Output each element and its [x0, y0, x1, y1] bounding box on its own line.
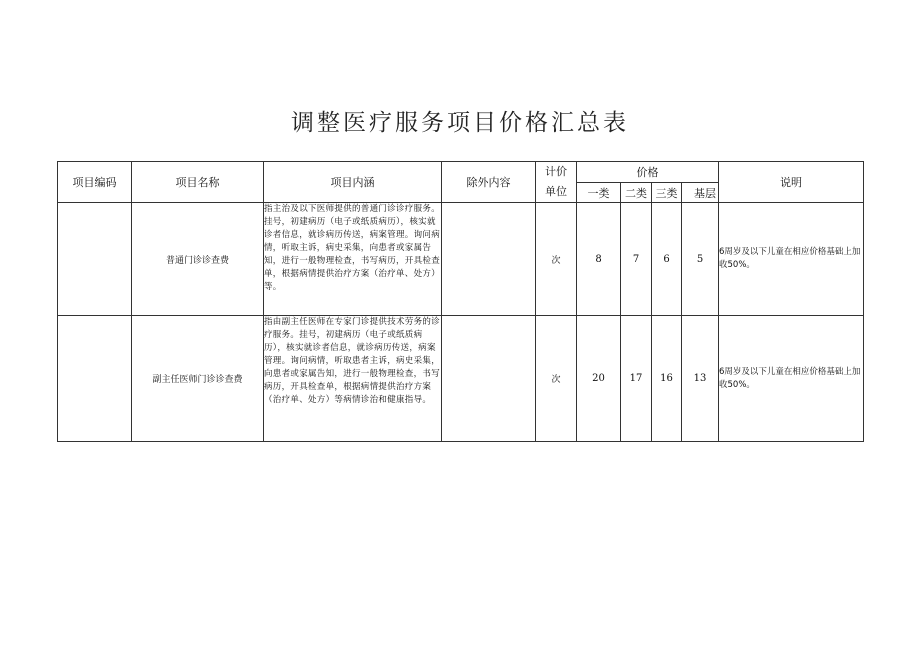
page-title: 调整医疗服务项目价格汇总表 — [291, 110, 629, 136]
header-price: 价格 — [577, 162, 719, 183]
row-content: 指由副主任医师在专家门诊提供技术劳务的诊疗服务。挂号，初建病历（电子或纸质病历），核实就诊者信息，就诊病历传送，病案管理。询问病情，听取患者主诉，病史采集，向患者或家属告知，进行一般物理检查，书写病历，开具检查单，根据病情提供治疗方案（治疗单、处方）等病情诊治和健康指导。 — [264, 316, 442, 442]
row-class2-price: 17 — [621, 316, 652, 442]
row-base-price: 5 — [682, 203, 719, 316]
row-unit: 次 — [536, 316, 577, 442]
row-class1-price: 8 — [577, 203, 621, 316]
header-class3: 三类 — [652, 183, 682, 203]
row-content: 指主治及以下医师提供的普通门诊诊疗服务。挂号，初建病历（电子或纸质病历），核实就诊者信息，就诊病历传送，病案管理。询问病情，听取主诉，病史采集，向患者或家属告知，进行一般物理检查，书写病历，开具检查单，根据病情提供治疗方案（治疗单、处方）等。 — [264, 203, 442, 316]
table-row — [58, 203, 864, 316]
price-table — [57, 161, 864, 442]
header-class1: 一类 — [577, 183, 621, 203]
row-name: 副主任医师门诊诊查费 — [132, 316, 264, 442]
table-row — [58, 316, 864, 442]
row-note: 6周岁及以下儿童在相应价格基础上加收50%。 — [719, 203, 864, 316]
header-row — [58, 162, 864, 183]
row-code — [58, 203, 132, 316]
header-code: 项目编码 — [58, 162, 132, 203]
header-unit-line2: 单位 — [545, 185, 567, 198]
header-name: 项目名称 — [132, 162, 264, 203]
header-content: 项目内涵 — [264, 162, 442, 203]
row-unit: 次 — [536, 203, 577, 316]
row-code — [58, 316, 132, 442]
header-class2: 二类 — [621, 183, 652, 203]
row-note: 6周岁及以下儿童在相应价格基础上加收50%。 — [719, 316, 864, 442]
row-class1-price: 20 — [577, 316, 621, 442]
row-excluded — [442, 316, 536, 442]
header-excluded: 除外内容 — [442, 162, 536, 203]
row-class2-price: 7 — [621, 203, 652, 316]
header-note: 说明 — [719, 162, 864, 203]
row-base-price: 13 — [682, 316, 719, 442]
header-base: 基层 — [682, 183, 719, 203]
header-unit — [536, 162, 577, 203]
row-name: 普通门诊诊查费 — [132, 203, 264, 316]
row-excluded — [442, 203, 536, 316]
row-class3-price: 16 — [652, 316, 682, 442]
row-class3-price: 6 — [652, 203, 682, 316]
header-unit-line1: 计价 — [545, 165, 567, 178]
